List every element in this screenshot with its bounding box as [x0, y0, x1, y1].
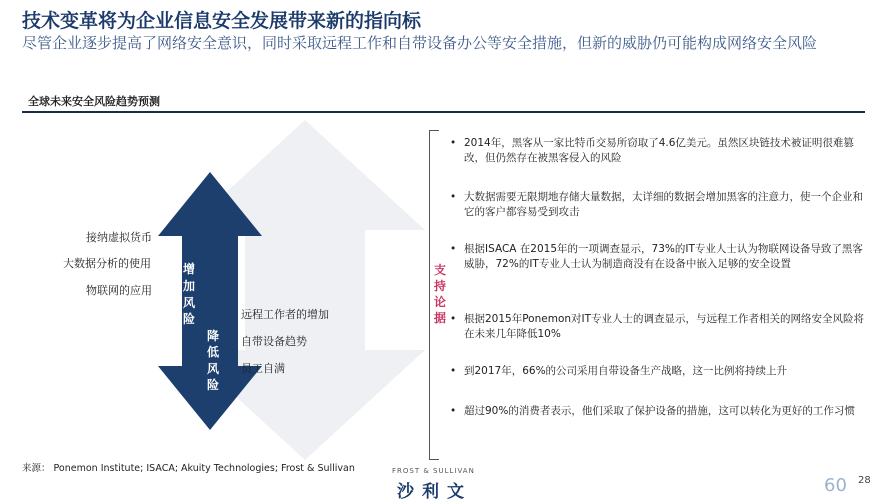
- page-subtitle: 尽管企业逐步提高了网络安全意识，同时采取远程工作和自带设备办公等安全措施，但新的威胁仍可能构成网络安全风险: [22, 34, 818, 52]
- bullet-dot-icon: •: [450, 405, 457, 417]
- evidence-item: [450, 190, 870, 220]
- evidence-text: 根据2015年Ponemon对IT专业人士的调查显示，与远程工作者相关的网络安全风险将在未来几年降低10%: [464, 313, 865, 340]
- evidence-item: [450, 136, 870, 166]
- evidence-text: 2014年，黑客从一家比特币交易所窃取了4.6亿美元。虽然区块链技术被证明很难篡改，但仍然存在被黑客侵入的风险: [464, 137, 854, 164]
- evidence-item: [450, 312, 870, 342]
- brand-logo-cn: 沙利文: [397, 482, 472, 502]
- bullet-dot-icon: •: [450, 191, 457, 203]
- support-label-char: 论: [433, 295, 446, 309]
- evidence-text: 根据ISACA 在2015年的一项调查显示，73%的IT专业人士认为物联网设备导致了黑客威胁，72%的IT专业人士认为制造商没有在设备中嵌入足够的安全设置: [464, 243, 863, 270]
- support-label-char: 据: [433, 311, 446, 325]
- increase-risk-item: 接纳虚拟货币: [86, 231, 152, 244]
- anniversary-text: 60: [824, 475, 847, 496]
- decrease-risk-char: 风: [206, 362, 219, 376]
- bullet-dot-icon: •: [450, 313, 457, 325]
- page-title: 技术变革将为企业信息安全发展带来新的指向标: [22, 10, 422, 32]
- decrease-risk-char: 降: [206, 329, 219, 343]
- evidence-item: [450, 404, 870, 419]
- decrease-risk-item: 自带设备趋势: [241, 335, 307, 348]
- decrease-risk-item: 远程工作者的增加: [241, 308, 329, 321]
- decrease-risk-item: 员工自满: [241, 362, 285, 375]
- source-note: 来源： Ponemon Institute; ISACA; Akuity Technologies; Frost & Sullivan: [22, 463, 355, 474]
- increase-risk-char: 加: [182, 279, 195, 293]
- evidence-text: 超过90%的消费者表示，他们采取了保护设备的措施，这可以转化为更好的工作习惯: [464, 405, 855, 417]
- support-bracket-bottom: [429, 459, 439, 460]
- increase-risk-item: 物联网的应用: [86, 284, 152, 297]
- increase-risk-char: 增: [182, 262, 195, 276]
- bullet-dot-icon: •: [450, 137, 457, 149]
- increase-risk-item: 大数据分析的使用: [63, 257, 151, 270]
- decrease-risk-char: 低: [206, 345, 219, 359]
- support-label-char: 支: [433, 263, 446, 277]
- title-divider: [22, 111, 865, 113]
- section-label: 全球未来安全风险趋势预测: [28, 95, 160, 108]
- decrease-risk-char: 险: [206, 378, 219, 392]
- evidence-text: 大数据需要无限期地存储大量数据，太详细的数据会增加黑客的注意力，使一个企业和它的客户都容易受到攻击: [464, 191, 863, 218]
- evidence-item: [450, 364, 870, 379]
- support-bracket-top: [429, 130, 439, 131]
- evidence-text: 到2017年，66%的公司采用自带设备生产战略，这一比例将持续上升: [464, 365, 788, 377]
- support-label: [433, 262, 447, 326]
- increase-risk-char: 风: [182, 296, 195, 310]
- brand-logo-text: FROST & SULLIVAN: [392, 467, 475, 475]
- anniversary-60-logo: [822, 470, 856, 496]
- support-label-char: 持: [433, 279, 446, 293]
- evidence-item: [450, 242, 870, 272]
- increase-risk-char: 险: [182, 312, 195, 326]
- bullet-dot-icon: •: [450, 243, 457, 255]
- page-number: 28: [858, 475, 871, 486]
- bullet-dot-icon: •: [450, 365, 457, 377]
